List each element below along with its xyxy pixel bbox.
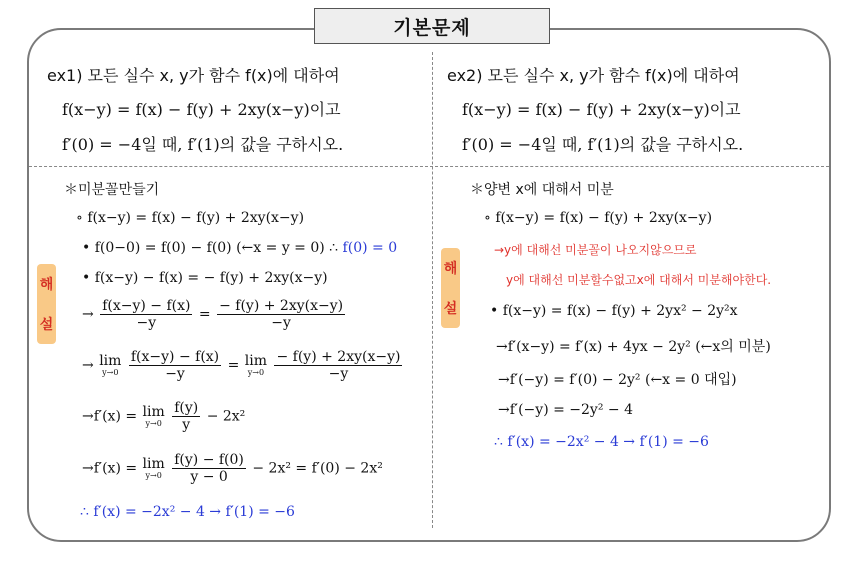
fraction — [274, 349, 402, 382]
lim-label: lim — [99, 353, 122, 370]
lim-sub: y→0 — [247, 368, 265, 378]
denominator: y − 0 — [190, 469, 228, 486]
numerator: − f(y) + 2xy(x−y) — [219, 298, 344, 314]
ex1-solution-header: ＊미분꼴만들기 — [64, 182, 160, 198]
ex2-step-3: →f′(x−y) = f′(x) + 4yx − 2y² (←x의 미분) — [496, 339, 771, 355]
denominator: y — [182, 417, 191, 434]
ex1-step-7 — [82, 452, 383, 485]
ex1-step-2-result: f(0) = 0 — [342, 240, 398, 256]
ex2-note-2: y에 대해선 미분할수없고x에 대해서 미분해야한다. — [506, 273, 772, 287]
ex2-solution-header: ＊양변 x에 대해서 미분 — [470, 182, 614, 198]
ex1-step-6 — [82, 400, 245, 433]
equals: = — [227, 357, 240, 374]
lim-sub: y→0 — [102, 368, 119, 378]
badge-char: 설 — [443, 301, 458, 317]
lim-label: lim — [142, 456, 165, 473]
numerator: − f(y) + 2xy(x−y) — [276, 349, 401, 365]
ex1-step-2-text: • f(0−0) = f(0) − f(0) (←x = y = 0) ∴ — [82, 240, 339, 256]
ex1-step-5 — [82, 349, 404, 382]
limit — [143, 457, 165, 480]
badge-char: 설 — [39, 317, 54, 333]
ex2-note-1: →y에 대해선 미분꼴이 나오지않으므로 — [494, 243, 697, 257]
lim-label: lim — [142, 404, 165, 421]
arrow: → — [82, 357, 94, 374]
numerator: f(y) − f(0) — [174, 452, 244, 468]
ex1-step-4 — [82, 298, 347, 331]
ex1-answer: ∴ f′(x) = −2x² − 4 → f′(1) = −6 — [80, 504, 295, 520]
limit — [99, 354, 121, 377]
lim-label: lim — [244, 353, 268, 370]
ex2-problem-line2: f(x−y) = f(x) − f(y) + 2xy(x−y)이고 — [462, 100, 741, 119]
ex1-step-2 — [82, 240, 397, 256]
ex2-problem-line1: ex2) 모든 실수 x, y가 함수 f(x)에 대하여 — [447, 66, 740, 85]
denominator: −y — [271, 315, 291, 332]
ex1-step-3: • f(x−y) − f(x) = − f(y) + 2xy(x−y) — [82, 270, 328, 286]
ex1-step-1: ∘ f(x−y) = f(x) − f(y) + 2xy(x−y) — [76, 210, 305, 226]
arrow: →f′(x) = — [82, 460, 138, 477]
equals: = — [198, 306, 211, 323]
ex2-step-1: ∘ f(x−y) = f(x) − f(y) + 2xy(x−y) — [484, 210, 713, 226]
tail: − 2x² = f′(0) − 2x² — [252, 460, 383, 477]
tail: − 2x² — [206, 408, 246, 425]
ex1-problem-line2: f(x−y) = f(x) − f(y) + 2xy(x−y)이고 — [62, 100, 341, 119]
limit — [143, 405, 165, 428]
ex2-step-4: →f′(−y) = f′(0) − 2y² (←x = 0 대입) — [498, 372, 737, 388]
numerator: f(x−y) − f(x) — [102, 298, 191, 314]
ex2-step-5: →f′(−y) = −2y² − 4 — [498, 402, 633, 418]
horizontal-divider — [29, 166, 829, 167]
arrow: → — [82, 306, 94, 323]
lim-sub: y→0 — [145, 419, 162, 429]
ex1-problem-line1: ex1) 모든 실수 x, y가 함수 f(x)에 대하여 — [47, 66, 340, 85]
ex2-step-2: • f(x−y) = f(x) − f(y) + 2yx² − 2y²x — [490, 303, 738, 319]
fraction — [172, 400, 200, 433]
fraction — [129, 349, 221, 382]
badge-char: 해 — [39, 277, 54, 293]
ex2-answer: ∴ f′(x) = −2x² − 4 → f′(1) = −6 — [494, 434, 709, 450]
denominator: −y — [136, 315, 157, 332]
fraction — [217, 298, 345, 331]
lim-sub: y→0 — [145, 471, 162, 481]
denominator: −y — [165, 366, 185, 383]
denominator: −y — [328, 366, 349, 383]
ex1-problem-line3: f′(0) = −4일 때, f′(1)의 값을 구하시오. — [62, 135, 344, 154]
numerator: f(x−y) − f(x) — [130, 349, 220, 365]
arrow: →f′(x) = — [82, 408, 138, 425]
solution-badge-ex1 — [37, 264, 56, 344]
vertical-divider — [432, 52, 433, 528]
solution-badge-ex2 — [441, 248, 460, 328]
badge-char: 해 — [443, 261, 458, 277]
page-title: 기본문제 — [314, 8, 550, 44]
ex2-problem-line3: f′(0) = −4일 때, f′(1)의 값을 구하시오. — [462, 135, 744, 154]
fraction — [172, 452, 246, 485]
fraction — [100, 298, 192, 331]
numerator: f(y) — [174, 400, 199, 416]
limit — [245, 354, 267, 377]
